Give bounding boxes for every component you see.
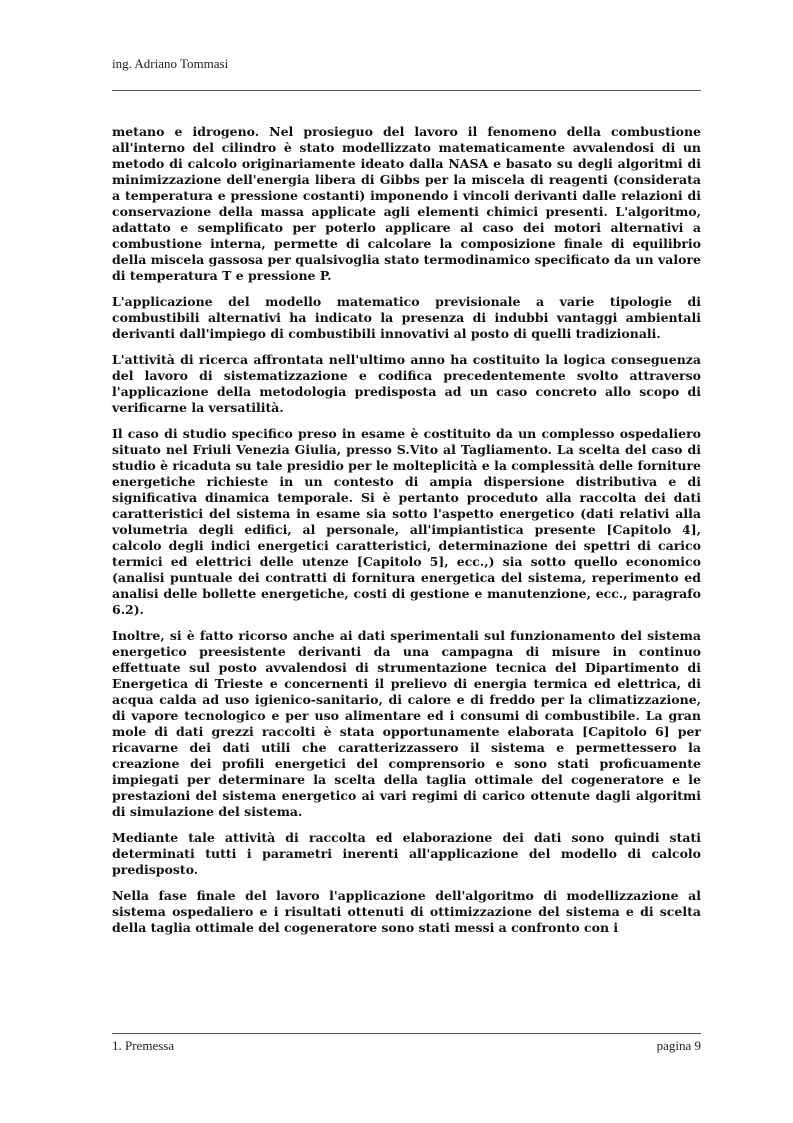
paragraph-7: Nella fase finale del lavoro l'applicazione dell'algoritmo di modellizzazione al sistema ospedaliero e i risultati ottenuti di ottimizzazione del sistema e di scelta della taglia ottimale del cogeneratore sono stati messi a confronto con i — [112, 888, 701, 935]
footer-page-number: pagina 9 — [656, 1038, 701, 1053]
footer-divider — [112, 1033, 701, 1034]
paragraph-6: Mediante tale attività di raccolta ed elaborazione dei dati sono quindi stati determinati tutti i parametri inerenti all'applicazione del modello di calcolo predisposto. — [112, 830, 701, 877]
paragraph-3: L'attività di ricerca affrontata nell'ultimo anno ha costituito la logica conseguenza del lavoro di sistematizzazione e codifica precedentemente svolto attraverso l'applicazione della metodologia predisposta ad un caso concreto allo scopo di verificarne la versatilità. — [112, 352, 701, 415]
header-divider — [112, 90, 701, 91]
paragraph-4: Il caso di studio specifico preso in esame è costituito da un complesso ospedaliero situato nel Friuli Venezia Giulia, presso S.Vito al Tagliamento. La scelta del caso di studio è ricaduta su tale presidio per le molteplicità e la complessità delle forniture energetiche richieste in un contesto di ampia dispersione distributiva e di significativa dinamica temporale. Si è pertanto proceduto alla raccolta dei dati caratteristici del sistema in esame sia sotto l'aspetto energetico (dati relativi alla volumetria degli edifici, al personale, all'impiantistica presente [Capitolo 4], calcolo degli indici energetici caratteristici, determinazione dei spettri di carico termici ed elettrici delle utenze [Capitolo 5], ecc.,) sia sotto quello economico (analisi puntuale dei contratti di fornitura energetica del sistema, reperimento ed analisi delle bollette energetiche, costi di gestione e manutenzione, ecc., paragrafo 6.2). — [112, 426, 701, 617]
footer-chapter: 1. Premessa — [112, 1038, 175, 1053]
body-text — [112, 124, 701, 946]
paragraph-2: L'applicazione del modello matematico previsionale a varie tipologie di combustibili alternativi ha indicato la presenza di indubbi vantaggi ambientali derivanti dall'impiego di combustibili innovativi al posto di quelli tradizionali. — [112, 294, 701, 341]
paragraph-5: Inoltre, si è fatto ricorso anche ai dati sperimentali sul funzionamento del sistema energetico preesistente derivanti da una campagna di misure in continuo effettuate sul posto avvalendosi di strumentazione tecnica del Dipartimento di Energetica di Trieste e concernenti il prelievo di energia termica ed elettrica, di acqua calda ad uso igienico-sanitario, di calore e di freddo per la climatizzazione, di vapore tecnologico e per uso alimentare ed i consumi di combustibile. La gran mole di dati grezzi raccolti è stata opportunamente elaborata [Capitolo 6] per ricavarne dei dati utili che caratterizzassero il sistema e permettessero la creazione dei profili energetici del comprensorio e sono stati proficuamente impiegati per determinare la scelta della taglia ottimale del cogeneratore e le prestazioni del sistema energetico ai vari regimi di carico ottenute dagli algoritmi di simulazione del sistema. — [112, 628, 701, 819]
paragraph-1: metano e idrogeno. Nel prosieguo del lavoro il fenomeno della combustione all'interno del cilindro è stato modellizzato matematicamente avvalendosi di un metodo di calcolo originariamente ideato dalla NASA e basato su degli algoritmi di minimizzazione dell'energia libera di Gibbs per la miscela di reagenti (considerata a temperatura e pressione costanti) imponendo i vincoli derivanti dalle relazioni di conservazione della massa applicate agli elementi chimici presenti. L'algoritmo, adattato e semplificato per poterlo applicare al caso dei motori alternativi a combustione interna, permette di calcolare la composizione finale di equilibrio della miscela gassosa per qualsivoglia stato termodinamico specificato da un valore di temperatura T e pressione P. — [112, 124, 701, 283]
page-header-author: ing. Adriano Tommasi — [112, 56, 229, 71]
